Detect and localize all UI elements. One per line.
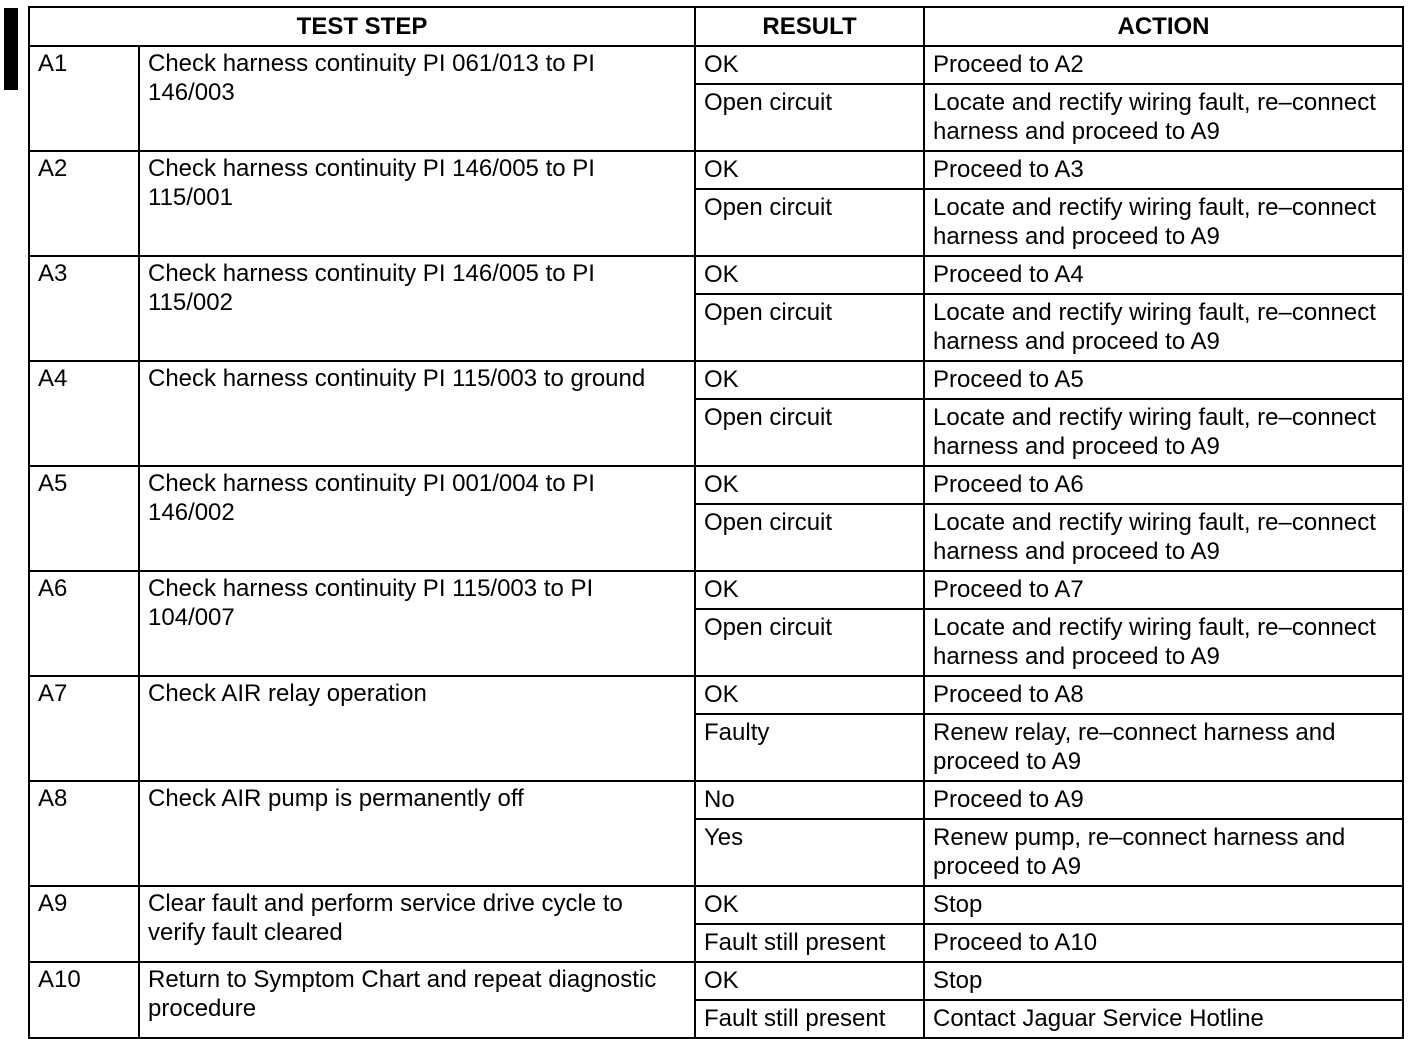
action-cell: Proceed to A7	[924, 571, 1403, 609]
result-cell: OK	[695, 361, 924, 399]
step-description: Check harness continuity PI 146/005 to PI 115/001	[139, 151, 695, 256]
step-row	[29, 151, 1403, 189]
header-action: ACTION	[924, 7, 1403, 46]
result-cell: Fault still present	[695, 1000, 924, 1038]
action-cell: Locate and rectify wiring fault, re–connect harness and proceed to A9	[924, 294, 1403, 361]
step-id: A4	[29, 361, 139, 466]
action-cell: Contact Jaguar Service Hotline	[924, 1000, 1403, 1038]
result-cell: OK	[695, 886, 924, 924]
action-cell: Locate and rectify wiring fault, re–connect harness and proceed to A9	[924, 399, 1403, 466]
step-description: Clear fault and perform service drive cycle to verify fault cleared	[139, 886, 695, 962]
action-cell: Proceed to A8	[924, 676, 1403, 714]
result-cell: Open circuit	[695, 189, 924, 256]
step-id: A6	[29, 571, 139, 676]
action-cell: Locate and rectify wiring fault, re–connect harness and proceed to A9	[924, 189, 1403, 256]
step-description: Return to Symptom Chart and repeat diagnostic procedure	[139, 962, 695, 1038]
step-description: Check harness continuity PI 146/005 to PI 115/002	[139, 256, 695, 361]
step-id: A8	[29, 781, 139, 886]
step-id: A1	[29, 46, 139, 151]
result-cell: OK	[695, 46, 924, 84]
step-row	[29, 466, 1403, 504]
action-cell: Renew relay, re–connect harness and proceed to A9	[924, 714, 1403, 781]
result-cell: OK	[695, 466, 924, 504]
result-cell: Open circuit	[695, 609, 924, 676]
result-cell: OK	[695, 676, 924, 714]
action-cell: Stop	[924, 886, 1403, 924]
action-cell: Stop	[924, 962, 1403, 1000]
step-description: Check harness continuity PI 061/013 to PI 146/003	[139, 46, 695, 151]
step-row	[29, 361, 1403, 399]
result-cell: Faulty	[695, 714, 924, 781]
step-description: Check harness continuity PI 115/003 to PI 104/007	[139, 571, 695, 676]
action-cell: Renew pump, re–connect harness and proceed to A9	[924, 819, 1403, 886]
step-description: Check harness continuity PI 115/003 to ground	[139, 361, 695, 466]
step-row	[29, 781, 1403, 819]
step-description: Check AIR relay operation	[139, 676, 695, 781]
step-id: A9	[29, 886, 139, 962]
step-description: Check harness continuity PI 001/004 to PI 146/002	[139, 466, 695, 571]
action-cell: Locate and rectify wiring fault, re–connect harness and proceed to A9	[924, 609, 1403, 676]
header-test-step: TEST STEP	[29, 7, 695, 46]
step-row	[29, 571, 1403, 609]
header-result: RESULT	[695, 7, 924, 46]
margin-marker-bar	[4, 8, 18, 90]
result-cell: OK	[695, 962, 924, 1000]
action-cell: Proceed to A3	[924, 151, 1403, 189]
step-id: A10	[29, 962, 139, 1038]
step-row	[29, 962, 1403, 1000]
step-row	[29, 886, 1403, 924]
action-cell: Proceed to A2	[924, 46, 1403, 84]
result-cell: No	[695, 781, 924, 819]
result-cell: Open circuit	[695, 294, 924, 361]
step-row	[29, 676, 1403, 714]
result-cell: Open circuit	[695, 399, 924, 466]
action-cell: Proceed to A10	[924, 924, 1403, 962]
action-cell: Proceed to A6	[924, 466, 1403, 504]
result-cell: OK	[695, 571, 924, 609]
result-cell: Open circuit	[695, 504, 924, 571]
result-cell: Fault still present	[695, 924, 924, 962]
result-cell: Yes	[695, 819, 924, 886]
result-cell: OK	[695, 151, 924, 189]
step-id: A3	[29, 256, 139, 361]
header-row	[29, 7, 1403, 46]
action-cell: Locate and rectify wiring fault, re–connect harness and proceed to A9	[924, 504, 1403, 571]
action-cell: Locate and rectify wiring fault, re–connect harness and proceed to A9	[924, 84, 1403, 151]
step-row	[29, 46, 1403, 84]
action-cell: Proceed to A5	[924, 361, 1403, 399]
diagnostic-table	[28, 6, 1404, 1039]
result-cell: OK	[695, 256, 924, 294]
step-id: A7	[29, 676, 139, 781]
action-cell: Proceed to A4	[924, 256, 1403, 294]
step-description: Check AIR pump is permanently off	[139, 781, 695, 886]
result-cell: Open circuit	[695, 84, 924, 151]
step-id: A5	[29, 466, 139, 571]
action-cell: Proceed to A9	[924, 781, 1403, 819]
step-id: A2	[29, 151, 139, 256]
step-row	[29, 256, 1403, 294]
